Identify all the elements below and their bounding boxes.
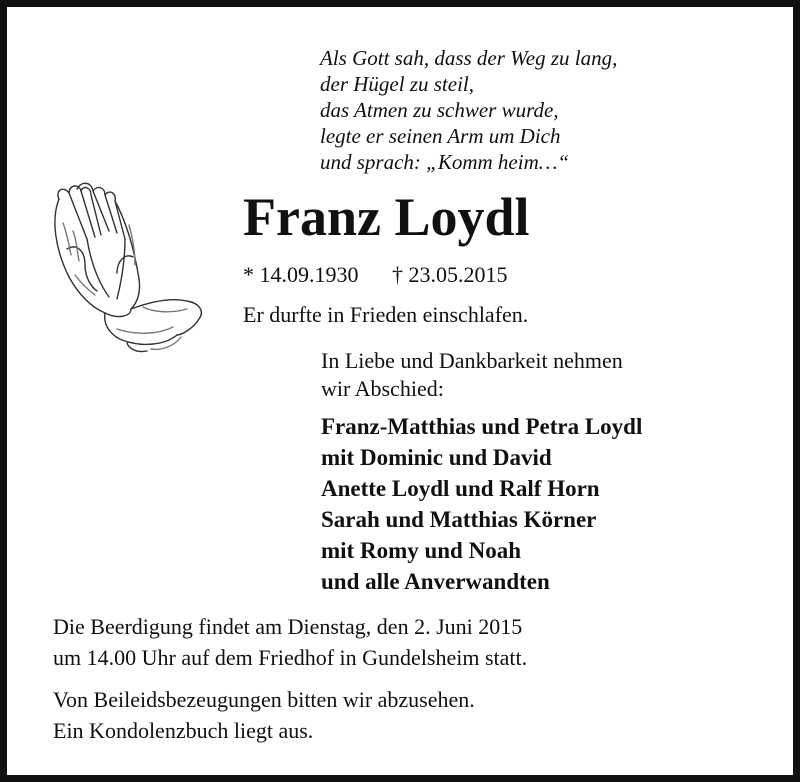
life-dates	[243, 260, 508, 290]
deceased-name: Franz Loydl	[243, 187, 530, 247]
praying-hands-icon	[47, 179, 212, 359]
family-line: und alle Anverwandten	[321, 569, 550, 594]
poem-line: Als Gott sah, dass der Weg zu lang,	[320, 46, 618, 70]
poem-line: legte er seinen Arm um Dich	[320, 124, 561, 148]
condolence-line: Von Beileidsbezeugungen bitten wir abzusehen.	[53, 687, 475, 712]
funeral-info	[53, 611, 527, 673]
death-date: † 23.05.2015	[392, 262, 508, 287]
poem-line: der Hügel zu steil,	[320, 72, 474, 96]
rest-line: Er durfte in Frieden einschlafen.	[243, 302, 529, 327]
family-line: Sarah und Matthias Körner	[321, 507, 597, 532]
birth-date: * 14.09.1930	[243, 262, 359, 287]
poem	[320, 45, 617, 175]
family-line: mit Romy und Noah	[321, 538, 522, 563]
condolence-note	[53, 684, 475, 746]
family-line: Anette Loydl und Ralf Horn	[321, 476, 600, 501]
poem-line: das Atmen zu schwer wurde,	[320, 98, 559, 122]
family-list	[321, 411, 642, 597]
condolence-line: Ein Kondolenzbuch liegt aus.	[53, 718, 314, 743]
family-line: mit Dominic und David	[321, 445, 552, 470]
funeral-line: Die Beerdigung findet am Dienstag, den 2. Juni 2015	[53, 614, 523, 639]
farewell-intro	[321, 347, 623, 403]
family-line: Franz-Matthias und Petra Loydl	[321, 414, 643, 439]
intro-line: wir Abschied:	[321, 376, 444, 401]
funeral-line: um 14.00 Uhr auf dem Friedhof in Gundelsheim statt.	[53, 645, 528, 670]
poem-line: und sprach: „Komm heim…“	[320, 150, 570, 174]
intro-line: In Liebe und Dankbarkeit nehmen	[321, 348, 623, 373]
